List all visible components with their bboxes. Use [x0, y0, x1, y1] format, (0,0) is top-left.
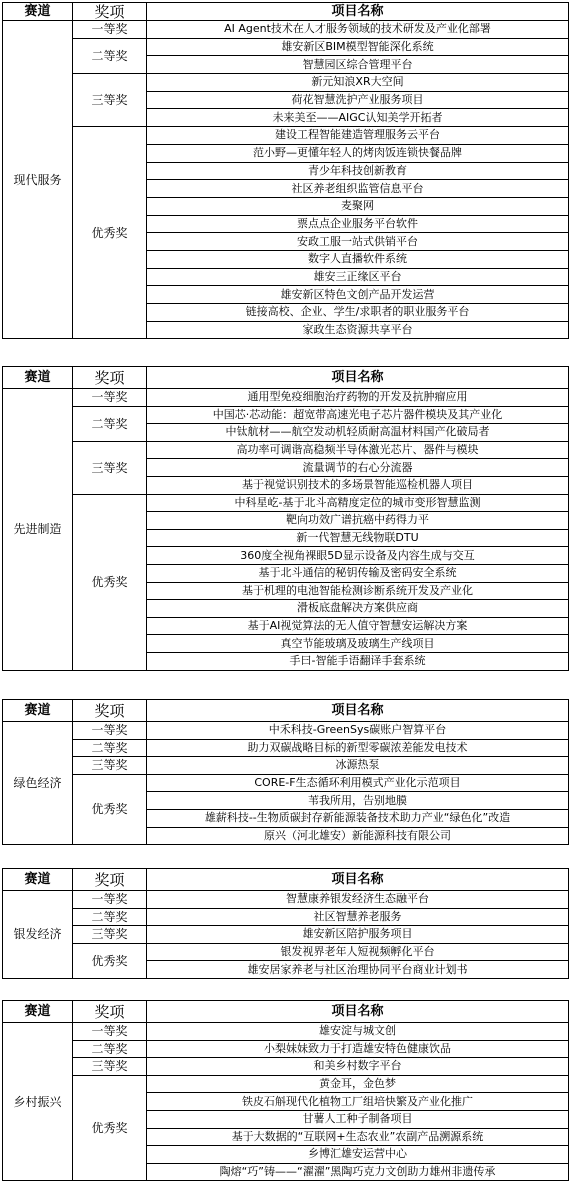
table-header-row [3, 3, 569, 21]
award-cell: 三等奖 [73, 1058, 147, 1076]
project-cell: 360度全视角裸眼5D显示设备及内容生成与交互 [147, 547, 569, 565]
project-cell: 安政工服一站式供销平台 [147, 233, 569, 251]
project-cell: 麦聚网 [147, 197, 569, 215]
table-row [3, 1058, 569, 1076]
header-award: 奖项 [73, 367, 147, 389]
track-table [2, 366, 569, 671]
table-row [3, 943, 569, 961]
table-header-row [3, 1001, 569, 1023]
project-cell: 新一代智慧无线物联DTU [147, 529, 569, 547]
award-cell: 优秀奖 [73, 494, 147, 670]
header-track: 赛道 [3, 1001, 73, 1023]
header-project: 项目名称 [147, 869, 569, 891]
project-cell: 雄安新区陪护服务项目 [147, 926, 569, 944]
header-award: 奖项 [73, 1001, 147, 1023]
project-cell: 通用型免疫细胞治疗药物的开发及抗肿瘤应用 [147, 389, 569, 407]
project-cell: 铁皮石斛现代化植物工厂组培快繁及产业化推广 [147, 1093, 569, 1111]
table-row [3, 21, 569, 39]
track-table [2, 1000, 569, 1181]
award-cell: 优秀奖 [73, 774, 147, 844]
project-cell: 雄安新区特色文创产品开发运营 [147, 286, 569, 304]
table-row [3, 406, 569, 424]
track-cell: 银发经济 [3, 891, 73, 979]
project-cell: 雄安居家养老与社区治理协同平台商业计划书 [147, 961, 569, 979]
project-cell: AI Agent技术在人才服务领域的技术研发及产业化部署 [147, 21, 569, 39]
header-track: 赛道 [3, 869, 73, 891]
award-cell: 一等奖 [73, 21, 147, 39]
project-cell: 小梨妹妹致力于打造雄安特色健康饮品 [147, 1040, 569, 1058]
project-cell: 甘薯人工种子制备项目 [147, 1110, 569, 1128]
track-table [2, 2, 569, 339]
award-cell: 优秀奖 [73, 1075, 147, 1181]
project-cell: 真空节能玻璃及玻璃生产线项目 [147, 635, 569, 653]
award-cell: 二等奖 [73, 38, 147, 73]
table-row [3, 722, 569, 740]
project-cell: 票点点企业服务平台软件 [147, 215, 569, 233]
track-cell: 绿色经济 [3, 722, 73, 845]
header-track: 赛道 [3, 700, 73, 722]
project-cell: 中禾科技-GreenSys碳账户智算平台 [147, 722, 569, 740]
table-row [3, 494, 569, 512]
header-award: 奖项 [73, 869, 147, 891]
track-cell: 先进制造 [3, 389, 73, 671]
award-cell: 三等奖 [73, 757, 147, 775]
project-cell: 高功率可调谐高稳频半导体激光芯片、器件与模块 [147, 441, 569, 459]
project-cell: 中科星屹-基于北斗高精度定位的城市变形智慧监测 [147, 494, 569, 512]
project-cell: 基于视觉识别技术的多场景智能巡检机器人项目 [147, 476, 569, 494]
project-cell: 基于AI视觉算法的无人值守智慧安运解决方案 [147, 617, 569, 635]
project-cell: 乡博汇雄安运营中心 [147, 1146, 569, 1164]
track-table [2, 868, 569, 979]
award-cell: 一等奖 [73, 722, 147, 740]
table-row [3, 774, 569, 792]
award-cell: 二等奖 [73, 908, 147, 926]
project-cell: 社区智慧养老服务 [147, 908, 569, 926]
project-cell: 靶向功效广谱抗癌中药得力平 [147, 512, 569, 530]
header-project: 项目名称 [147, 367, 569, 389]
project-cell: 中钛航材——航空发动机轻质耐高温材料国产化破局者 [147, 424, 569, 442]
project-cell: 黄金耳，金色梦 [147, 1075, 569, 1093]
table-row [3, 926, 569, 944]
project-cell: 雄安三正缘区平台 [147, 268, 569, 286]
project-cell: CORE-F生态循环利用模式产业化示范项目 [147, 774, 569, 792]
award-cell: 一等奖 [73, 1023, 147, 1041]
header-project: 项目名称 [147, 1001, 569, 1023]
table-header-row [3, 367, 569, 389]
table-row [3, 127, 569, 145]
table-row [3, 757, 569, 775]
table-row [3, 739, 569, 757]
project-cell: 社区养老组织监管信息平台 [147, 180, 569, 198]
track-cell: 现代服务 [3, 21, 73, 339]
project-cell: 范小野—更懂年轻人的烤肉饭连锁快餐品牌 [147, 144, 569, 162]
project-cell: 陶熔“巧”铸——“濯濯”黑陶巧克力文创助力雄州非遗传承 [147, 1163, 569, 1181]
table-row [3, 891, 569, 909]
header-project: 项目名称 [147, 700, 569, 722]
header-project: 项目名称 [147, 3, 569, 21]
table-row [3, 38, 569, 56]
award-cell: 二等奖 [73, 406, 147, 441]
award-cell: 一等奖 [73, 891, 147, 909]
table-row [3, 74, 569, 92]
project-cell: 智慧康养银发经济生态融平台 [147, 891, 569, 909]
project-cell: 新元知浪XR大空间 [147, 74, 569, 92]
project-cell: 青少年科技创新教育 [147, 162, 569, 180]
header-award: 奖项 [73, 3, 147, 21]
project-cell: 和美乡村数字平台 [147, 1058, 569, 1076]
project-cell: 中国芯·芯动能：超宽带高速光电子芯片器件模块及其产业化 [147, 406, 569, 424]
project-cell: 链接高校、企业、学生/求职者的职业服务平台 [147, 304, 569, 322]
header-track: 赛道 [3, 3, 73, 21]
project-cell: 智慧园区综合管理平台 [147, 56, 569, 74]
track-cell: 乡村振兴 [3, 1023, 73, 1181]
project-cell: 荷花智慧洗护产业服务项目 [147, 91, 569, 109]
award-cell: 二等奖 [73, 739, 147, 757]
award-cell: 优秀奖 [73, 943, 147, 978]
project-cell: 助力双碳战略目标的新型零碳浓差能发电技术 [147, 739, 569, 757]
award-cell: 三等奖 [73, 926, 147, 944]
project-cell: 流量调节的右心分流器 [147, 459, 569, 477]
table-header-row [3, 700, 569, 722]
table-row [3, 441, 569, 459]
table-row [3, 1023, 569, 1041]
award-cell: 三等奖 [73, 74, 147, 127]
project-cell: 基于北斗通信的秘钥传输及密码安全系统 [147, 564, 569, 582]
project-cell: 手曰-智能手语翻译手套系统 [147, 652, 569, 670]
award-cell: 优秀奖 [73, 127, 147, 339]
award-cell: 一等奖 [73, 389, 147, 407]
project-cell: 雄安淀与城文创 [147, 1023, 569, 1041]
project-cell: 数字人直播软件系统 [147, 250, 569, 268]
project-cell: 冰源热泵 [147, 757, 569, 775]
award-cell: 三等奖 [73, 441, 147, 494]
table-row [3, 389, 569, 407]
header-award: 奖项 [73, 700, 147, 722]
project-cell: 未来美至——AIGC认知美学开拓者 [147, 109, 569, 127]
table-row [3, 1040, 569, 1058]
project-cell: 建设工程智能建造管理服务云平台 [147, 127, 569, 145]
table-header-row [3, 869, 569, 891]
project-cell: 雄薪科技--生物质碳封存新能源装备技术助力产业“绿色化”改造 [147, 809, 569, 827]
table-row [3, 908, 569, 926]
table-row [3, 1075, 569, 1093]
project-cell: 原兴（河北雄安）新能源科技有限公司 [147, 827, 569, 845]
project-cell: 苇我所用，告别地膜 [147, 792, 569, 810]
track-table [2, 699, 569, 845]
project-cell: 基于大数据的“互联网+生态农业”农副产品溯源系统 [147, 1128, 569, 1146]
project-cell: 家政生态资源共享平台 [147, 321, 569, 339]
project-cell: 雄安新区BIM模型智能深化系统 [147, 38, 569, 56]
award-cell: 二等奖 [73, 1040, 147, 1058]
project-cell: 基于机理的电池智能检测诊断系统开发及产业化 [147, 582, 569, 600]
project-cell: 银发视界老年人短视频孵化平台 [147, 943, 569, 961]
header-track: 赛道 [3, 367, 73, 389]
project-cell: 滑板底盘解决方案供应商 [147, 600, 569, 618]
